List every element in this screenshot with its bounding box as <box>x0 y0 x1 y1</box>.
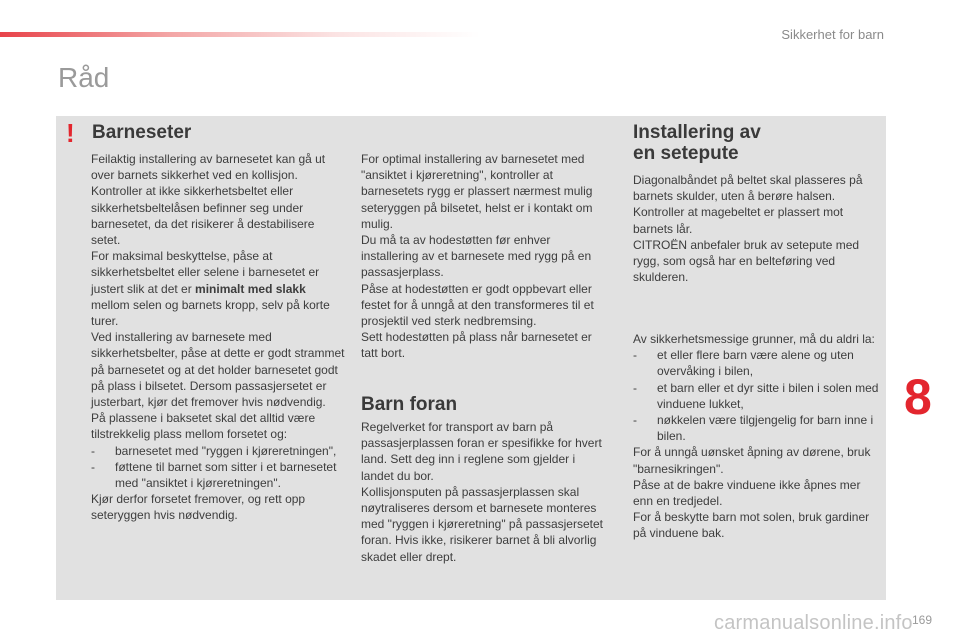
paragraph: Diagonalbåndet på beltet skal plasseres på barnets skulder, uten å berøre halsen. <box>633 173 863 204</box>
paragraph: Påse at de bakre vinduene ikke åpnes mer enn en tredjedel. <box>633 477 861 509</box>
list-dash: - <box>633 413 637 428</box>
emphasis: minimalt med slakk <box>195 281 306 296</box>
barn-foran-text <box>361 419 611 565</box>
list-item-text: barnesetet med "ryggen i kjøreretningen", <box>115 443 337 458</box>
page-number: 169 <box>912 613 933 627</box>
section-header: Sikkerhet for barn <box>781 27 884 42</box>
paragraph: Av sikkerhetsmessige grunner, må du aldri la: <box>633 332 875 346</box>
setepute-text <box>633 172 878 285</box>
paragraph: Feilaktig installering av barnesetet kan gå ut over barnets sikkerhet ved en kollisjon. <box>91 152 326 183</box>
paragraph: Kjør derfor forsetet fremover, og rett opp seteryggen hvis nødvendig. <box>91 492 306 523</box>
page-title: Råd <box>58 62 110 93</box>
paragraph: På plassene i baksetet skal det alltid være tilstrekkelig plass mellom forsetet og: <box>91 411 316 442</box>
list-dash: - <box>633 380 637 395</box>
list-item <box>633 412 881 444</box>
paragraph: Ved installering av barnesete med sikkerhetsbelter, påse at dette er godt strammet på barnesetet og at det holder barnesetet godt på plass i bilsetet. Dersom passasjersetet er justerbart, kjør det fremover hvis nødvendig. <box>91 330 345 410</box>
list-item <box>91 443 346 459</box>
text-run: For maksimal beskyttelse, påse at sikkerhetsbeltet eller selene i barnesetet er justert slik at det er <box>91 249 320 296</box>
safety-text <box>633 331 881 542</box>
list-item <box>91 459 346 491</box>
paragraph <box>91 248 346 329</box>
heading-barneseter: Barneseter <box>92 122 192 143</box>
barneseter-column-2 <box>361 151 611 362</box>
list-dash: - <box>633 348 637 363</box>
paragraph: For å unngå uønsket åpning av dørene, bruk "barnesikringen". <box>633 445 871 476</box>
heading-installering-setepute <box>633 122 853 164</box>
heading-barn-foran: Barn foran <box>361 394 458 415</box>
heading-line: Installering av <box>633 122 761 143</box>
paragraph: Regelverket for transport av barn på passasjerplassen foran er spesifikke for hvert land. Sett deg inn i reglene som gjelder i landet du bor. <box>361 420 602 483</box>
header-accent-stripe <box>0 32 480 37</box>
paragraph: Kontroller at magebeltet er plassert mot barnets lår. <box>633 205 844 236</box>
paragraph: Kollisjonsputen på passasjerplassen skal nøytraliseres dersom et barnesete monteres med "ryggen i kjøreretning" på passasjersetet foran. Hvis ikke, risikerer barnet å bli alvorlig skadet eller drept. <box>361 484 603 564</box>
list-dash: - <box>91 443 95 458</box>
heading-line: en setepute <box>633 143 739 164</box>
list-item-text: et barn eller et dyr sitte i bilen i solen med vinduene lukket, <box>657 380 879 411</box>
chapter-number: 8 <box>904 369 932 425</box>
list-item-text: et eller flere barn være alene og uten overvåking i bilen, <box>657 348 854 379</box>
barneseter-column-1 <box>91 151 346 524</box>
paragraph: Sett hodestøtten på plass når barnesetet er tatt bort. <box>361 330 592 361</box>
paragraph: Kontroller at ikke sikkerhetsbeltet eller sikkerhetsbeltelåsen befinner seg under barnesetet, da det risikerer å destabilisere setet. <box>91 184 315 248</box>
list-item <box>633 380 881 412</box>
list-item <box>633 347 881 379</box>
list-item-text: nøkkelen være tilgjengelig for barn inne i bilen. <box>657 413 874 444</box>
list-dash: - <box>91 459 95 474</box>
warning-icon: ! <box>66 118 75 148</box>
watermark: carmanualsonline.info <box>714 612 913 634</box>
text-run: mellom selen og barnets kropp, selv på korte turer. <box>91 297 330 329</box>
paragraph: CITROËN anbefaler bruk av setepute med rygg, som også har en belteføring ved skulderen. <box>633 237 860 285</box>
paragraph: Du må ta av hodestøtten før enhver installering av et barnesete med rygg på en passasjerplass. <box>361 233 592 280</box>
list-item-text: føttene til barnet som sitter i et barnesetet med "ansiktet i kjøreretningen". <box>115 459 337 491</box>
paragraph: For å beskytte barn mot solen, bruk gardiner på vinduene bak. <box>633 510 870 541</box>
paragraph: For optimal installering av barnesetet med "ansiktet i kjøreretning", kontroller at barnesetets rygg er plassert nærmest mulig seteryggen på bilsetet, helst er i kontakt om mulig. <box>361 152 593 231</box>
paragraph: Påse at hodestøtten er godt oppbevart eller festet for å unngå at den transformeres til et prosjektil ved sterk nedbremsing. <box>361 281 594 329</box>
